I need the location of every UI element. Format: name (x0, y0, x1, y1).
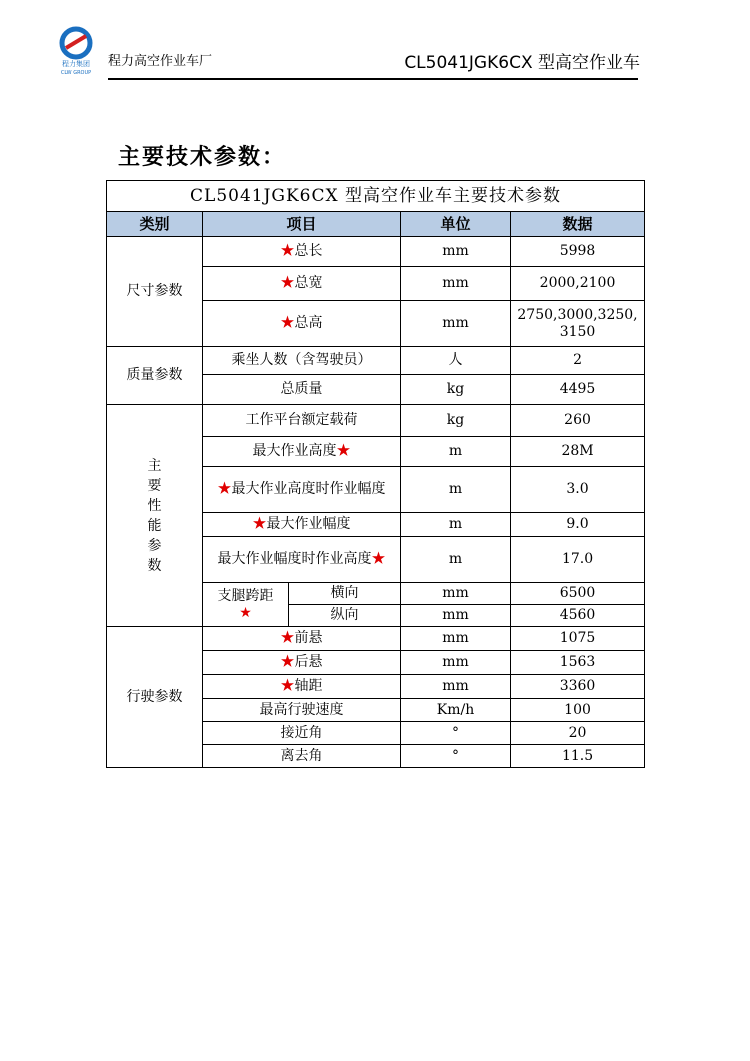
value-cell: 11.5 (511, 745, 645, 768)
value-cell: 2 (511, 347, 645, 375)
category-cell: 质量参数 (107, 347, 203, 405)
star-icon: ★ (280, 630, 295, 646)
star-icon: ★ (280, 243, 295, 259)
item-cell (203, 537, 401, 583)
item-cell (203, 651, 401, 675)
star-icon: ★ (280, 678, 295, 694)
unit-cell: mm (401, 675, 511, 699)
item-label: 最大作业高度 (252, 443, 337, 459)
item-label: 总长 (294, 243, 323, 259)
unit-cell: ° (401, 722, 511, 745)
col-header-value: 数据 (511, 212, 645, 237)
company-name: 程力高空作业车厂 (108, 54, 213, 69)
unit-cell: kg (401, 405, 511, 437)
item-label: 支腿跨距 (217, 587, 274, 604)
sub-item-cell: 纵向 (289, 605, 401, 627)
unit-cell: mm (401, 627, 511, 651)
item-label: 最大作业幅度 (266, 516, 351, 532)
item-cell (203, 301, 401, 347)
value-cell: 3360 (511, 675, 645, 699)
value-cell: 2750,3000,3250,3150 (511, 301, 645, 347)
value-cell: 1563 (511, 651, 645, 675)
value-cell: 20 (511, 722, 645, 745)
star-icon: ★ (217, 481, 232, 497)
unit-cell: mm (401, 605, 511, 627)
logo-text-en: CLW GROUP (60, 70, 92, 76)
table-caption: CL5041JGK6CX 型高空作业车主要技术参数 (107, 181, 645, 212)
item-cell (203, 675, 401, 699)
value-cell: 5998 (511, 237, 645, 267)
logo-text-cn: 程力集团 (62, 60, 90, 68)
table-header-row (107, 212, 645, 237)
unit-cell: m (401, 437, 511, 467)
unit-cell: kg (401, 375, 511, 405)
star-icon: ★ (280, 275, 295, 291)
item-label: 后悬 (294, 654, 323, 670)
value-cell: 260 (511, 405, 645, 437)
star-icon: ★ (252, 516, 267, 532)
unit-cell: Km/h (401, 699, 511, 722)
item-cell: 离去角 (203, 745, 401, 768)
company-logo (56, 26, 96, 76)
star-icon: ★ (336, 443, 351, 459)
item-cell: 接近角 (203, 722, 401, 745)
unit-cell: mm (401, 267, 511, 301)
item-label: 总宽 (294, 275, 323, 291)
value-cell: 4495 (511, 375, 645, 405)
category-label-vertical: 主要性能参数 (147, 457, 162, 574)
value-cell: 4560 (511, 605, 645, 627)
unit-cell: mm (401, 583, 511, 605)
value-cell: 3.0 (511, 467, 645, 513)
unit-cell: 人 (401, 347, 511, 375)
unit-cell: m (401, 513, 511, 537)
category-cell: 尺寸参数 (107, 237, 203, 347)
star-icon: ★ (239, 604, 252, 621)
table-row (107, 405, 645, 437)
item-cell: 乘坐人数（含驾驶员） (203, 347, 401, 375)
category-cell: 行驶参数 (107, 627, 203, 768)
star-icon: ★ (280, 654, 295, 670)
item-cell: 最高行驶速度 (203, 699, 401, 722)
unit-cell: mm (401, 301, 511, 347)
item-label: 总高 (294, 315, 323, 331)
item-label: 前悬 (294, 630, 323, 646)
item-cell: 总质量 (203, 375, 401, 405)
value-cell: 6500 (511, 583, 645, 605)
item-cell: 工作平台额定载荷 (203, 405, 401, 437)
item-label: 最大作业幅度时作业高度 (217, 551, 372, 567)
unit-cell: ° (401, 745, 511, 768)
table-row (107, 627, 645, 651)
category-cell (107, 405, 203, 627)
star-icon: ★ (280, 315, 295, 331)
value-cell: 17.0 (511, 537, 645, 583)
unit-cell: mm (401, 651, 511, 675)
item-label: 轴距 (294, 678, 323, 694)
unit-cell: m (401, 467, 511, 513)
item-cell (203, 237, 401, 267)
col-header-category: 类别 (107, 212, 203, 237)
section-title: 主要技术参数： (118, 145, 287, 170)
value-cell: 28M (511, 437, 645, 467)
item-label: 最大作业高度时作业幅度 (231, 481, 386, 497)
col-header-item: 项目 (203, 212, 401, 237)
unit-cell: mm (401, 237, 511, 267)
unit-cell: m (401, 537, 511, 583)
item-cell (203, 437, 401, 467)
item-cell (203, 513, 401, 537)
star-icon: ★ (371, 551, 386, 567)
value-cell: 2000,2100 (511, 267, 645, 301)
spec-table (106, 180, 645, 768)
item-cell (203, 267, 401, 301)
item-cell (203, 627, 401, 651)
col-header-unit: 单位 (401, 212, 511, 237)
value-cell: 100 (511, 699, 645, 722)
page-header (50, 20, 640, 78)
table-row (107, 347, 645, 375)
value-cell: 9.0 (511, 513, 645, 537)
item-cell (203, 467, 401, 513)
table-row (107, 237, 645, 267)
outrigger-cell (203, 583, 289, 627)
document-title: CL5041JGK6CX 型高空作业车 (404, 53, 640, 73)
value-cell: 1075 (511, 627, 645, 651)
header-divider (108, 78, 638, 80)
sub-item-cell: 横向 (289, 583, 401, 605)
